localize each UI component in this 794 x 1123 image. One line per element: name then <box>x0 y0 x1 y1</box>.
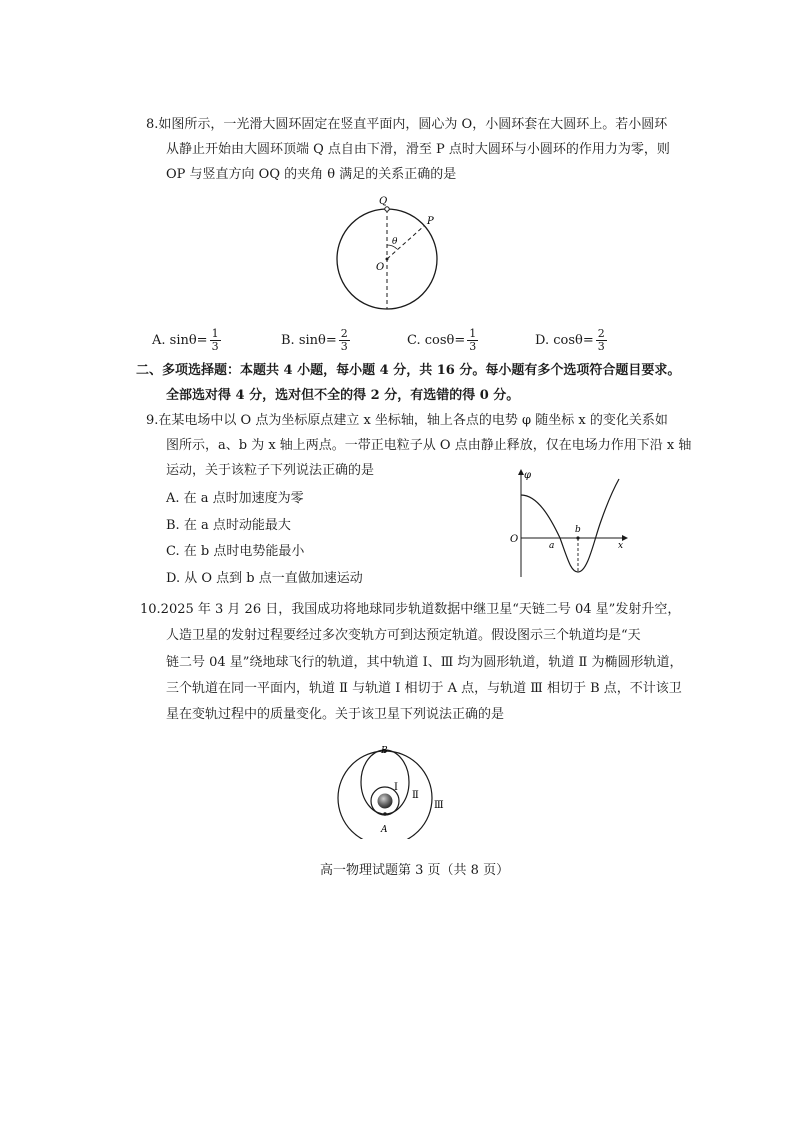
q8-text-line-2: 从静止开始由大圆环顶端 Q 点自由下滑，滑至 P 点时大圆环与小圆环的作用力为零，则 <box>166 142 670 157</box>
page-footer: 高一物理试题第 3 页（共 8 页） <box>320 863 510 878</box>
label-orbit-i: Ⅰ <box>394 782 398 793</box>
q9-potential-graph <box>508 466 632 584</box>
label-a: a <box>549 541 555 551</box>
q9-text-line-2: 图所示，a、b 为 x 轴上两点。一带正电粒子从 O 点由静止释放，仅在电场力作用下沿 x 轴 <box>166 438 692 453</box>
fraction: $\frac{2}{3}$ <box>597 327 605 353</box>
q9-text-line-3: 运动，关于该粒子下列说法正确的是 <box>166 463 375 478</box>
label-b: B <box>381 746 388 756</box>
label-x: x <box>618 541 624 551</box>
label-o: O <box>376 262 385 273</box>
q8-option-c[interactable] <box>407 328 478 353</box>
point-b-marker <box>576 536 579 539</box>
section2-heading-line-2: 全部选对得 4 分，选对但不全的得 2 分，有选错的得 0 分。 <box>166 388 520 403</box>
earth <box>378 794 393 809</box>
label-theta: θ <box>392 237 398 247</box>
q8-option-a-prefix: A. sinθ= <box>152 332 208 348</box>
label-q: Q <box>379 196 388 207</box>
fraction: $\frac{1}{3}$ <box>211 327 219 353</box>
q10-text-line-4: 三个轨道在同一平面内，轨道 Ⅱ 与轨道 Ⅰ 相切于 A 点，与轨道 Ⅲ 相切于 B 点，不计该卫 <box>166 681 682 696</box>
point-q-marker <box>385 207 389 211</box>
q10-text-line-2: 人造卫星的发射过程要经过多次变轨方可到达预定轨道。假设图示三个轨道均是“天 <box>166 628 641 643</box>
label-phi: φ <box>524 470 532 481</box>
q10-text-line-3: 链二号 04 星”绕地球飞行的轨道，其中轨道 Ⅰ、Ⅲ 均为圆形轨道，轨道 Ⅱ 为椭圆形轨道， <box>166 655 683 670</box>
q8-option-a[interactable] <box>152 328 221 353</box>
label-orbit-ii: Ⅱ <box>412 790 419 801</box>
q8-option-c-prefix: C. cosθ= <box>407 332 466 348</box>
q8-option-b[interactable] <box>281 328 350 353</box>
label-a: A <box>381 825 388 835</box>
q9-option-a[interactable]: A. 在 a 点时加速度为零 <box>166 491 304 506</box>
q9-text-line-1: 9.在某电场中以 O 点为坐标原点建立 x 坐标轴，轴上各点的电势 φ 随坐标 x 的变化关系如 <box>146 413 668 428</box>
q8-option-b-prefix: B. sinθ= <box>281 332 337 348</box>
q8-text-line-3: OP 与竖直方向 OQ 的夹角 θ 满足的关系正确的是 <box>166 167 457 182</box>
q9-option-c[interactable]: C. 在 b 点时电势能最小 <box>166 544 305 559</box>
fraction: $\frac{2}{3}$ <box>340 327 348 353</box>
potential-curve <box>521 479 619 572</box>
point-o-marker <box>386 258 389 261</box>
point-a-marker <box>383 812 386 815</box>
fraction: $\frac{1}{3}$ <box>469 327 477 353</box>
label-b: b <box>575 525 581 535</box>
q8-text-line-1: 8.如图所示，一光滑大圆环固定在竖直平面内，圆心为 O，小圆环套在大圆环上。若小圆环 <box>146 117 668 132</box>
q8-option-d[interactable] <box>535 328 607 353</box>
q9-option-b[interactable]: B. 在 a 点时动能最大 <box>166 518 291 533</box>
section2-heading-line-1: 二、多项选择题：本题共 4 小题，每小题 4 分，共 16 分。每小题有多个选项符合题目要求。 <box>136 363 681 378</box>
label-p: P <box>427 216 434 227</box>
q8-ring-figure <box>330 190 450 315</box>
q10-text-line-5: 星在变轨过程中的质量变化。关于该卫星下列说法正确的是 <box>166 707 505 722</box>
label-orbit-iii: Ⅲ <box>434 800 444 811</box>
label-origin: O <box>510 534 519 545</box>
q10-orbit-figure <box>328 744 458 839</box>
q10-text-line-1: 10.2025 年 3 月 26 日，我国成功将地球同步轨道数据中继卫星“天链二号 04 星”发射升空， <box>140 602 681 617</box>
q8-option-d-prefix: D. cosθ= <box>535 332 594 348</box>
q9-option-d[interactable]: D. 从 O 点到 b 点一直做加速运动 <box>166 571 363 586</box>
